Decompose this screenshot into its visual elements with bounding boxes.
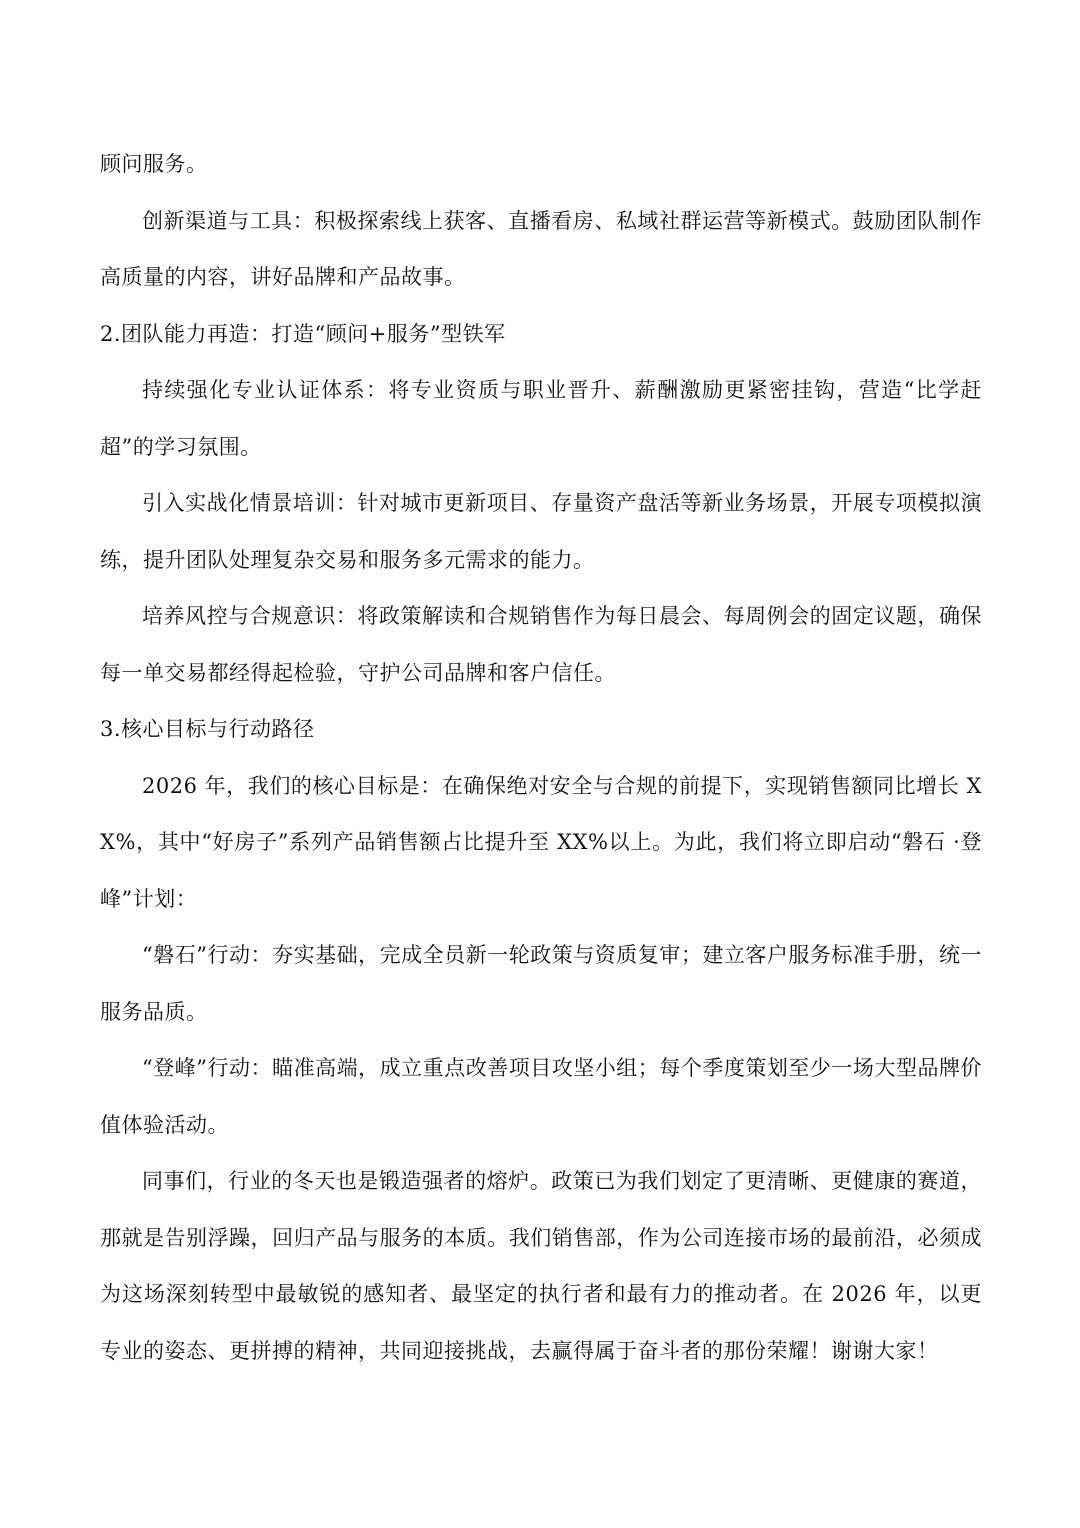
section-heading-team-capability: 2.团队能力再造：打造“顾问+服务”型铁军 xyxy=(100,321,506,346)
paragraph-certification-system: 持续强化专业认证体系：将专业资质与职业晋升、薪酬激励更紧密挂钩，营造“比学赶超”的学习氛围。 xyxy=(100,378,982,459)
paragraph-closing-remarks: 同事们，行业的冬天也是锻造强者的熔炉。政策已为我们划定了更清晰、更健康的赛道，那就是告别浮躁，回归产品与服务的本质。我们销售部，作为公司连接市场的最前沿，必须成为这场深刻转型中最敏锐的感知者、最坚定的执行者和最有力的推动者。在 2026 年，以更专业的姿态、更拼搏的精神，共同迎接挑战，去赢得属于奋斗者的那份荣耀！谢谢大家！ xyxy=(100,1169,982,1363)
paragraph-innovative-channels: 创新渠道与工具：积极探索线上获客、直播看房、私域社群运营等新模式。鼓励团队制作高质量的内容，讲好品牌和产品故事。 xyxy=(100,208,982,289)
paragraph-consulting-service-end: 顾问服务。 xyxy=(100,152,208,176)
section-heading-core-goals: 3.核心目标与行动路径 xyxy=(100,717,315,741)
paragraph-risk-compliance: 培养风控与合规意识：将政策解读和合规销售作为每日晨会、每周例会的固定议题，确保每一单交易都经得起检验，守护公司品牌和客户信任。 xyxy=(100,604,982,685)
paragraph-2026-goal: 2026 年，我们的核心目标是：在确保绝对安全与合规的前提下，实现销售额同比增长 XX%，其中“好房子”系列产品销售额占比提升至 XX%以上。为此，我们将立即启动“磐石 ·登峰”计划： xyxy=(100,773,982,911)
paragraph-dengfeng-action: “登峰”行动：瞄准高端，成立重点改善项目攻坚小组；每个季度策划至少一场大型品牌价值体验活动。 xyxy=(100,1056,982,1137)
paragraph-scenario-training: 引入实战化情景培训：针对城市更新项目、存量资产盘活等新业务场景，开展专项模拟演练，提升团队处理复杂交易和服务多元需求的能力。 xyxy=(100,491,982,572)
document-body xyxy=(100,136,982,1379)
paragraph-panshi-action: “磐石”行动：夯实基础，完成全员新一轮政策与资质复审；建立客户服务标准手册，统一服务品质。 xyxy=(100,943,982,1024)
